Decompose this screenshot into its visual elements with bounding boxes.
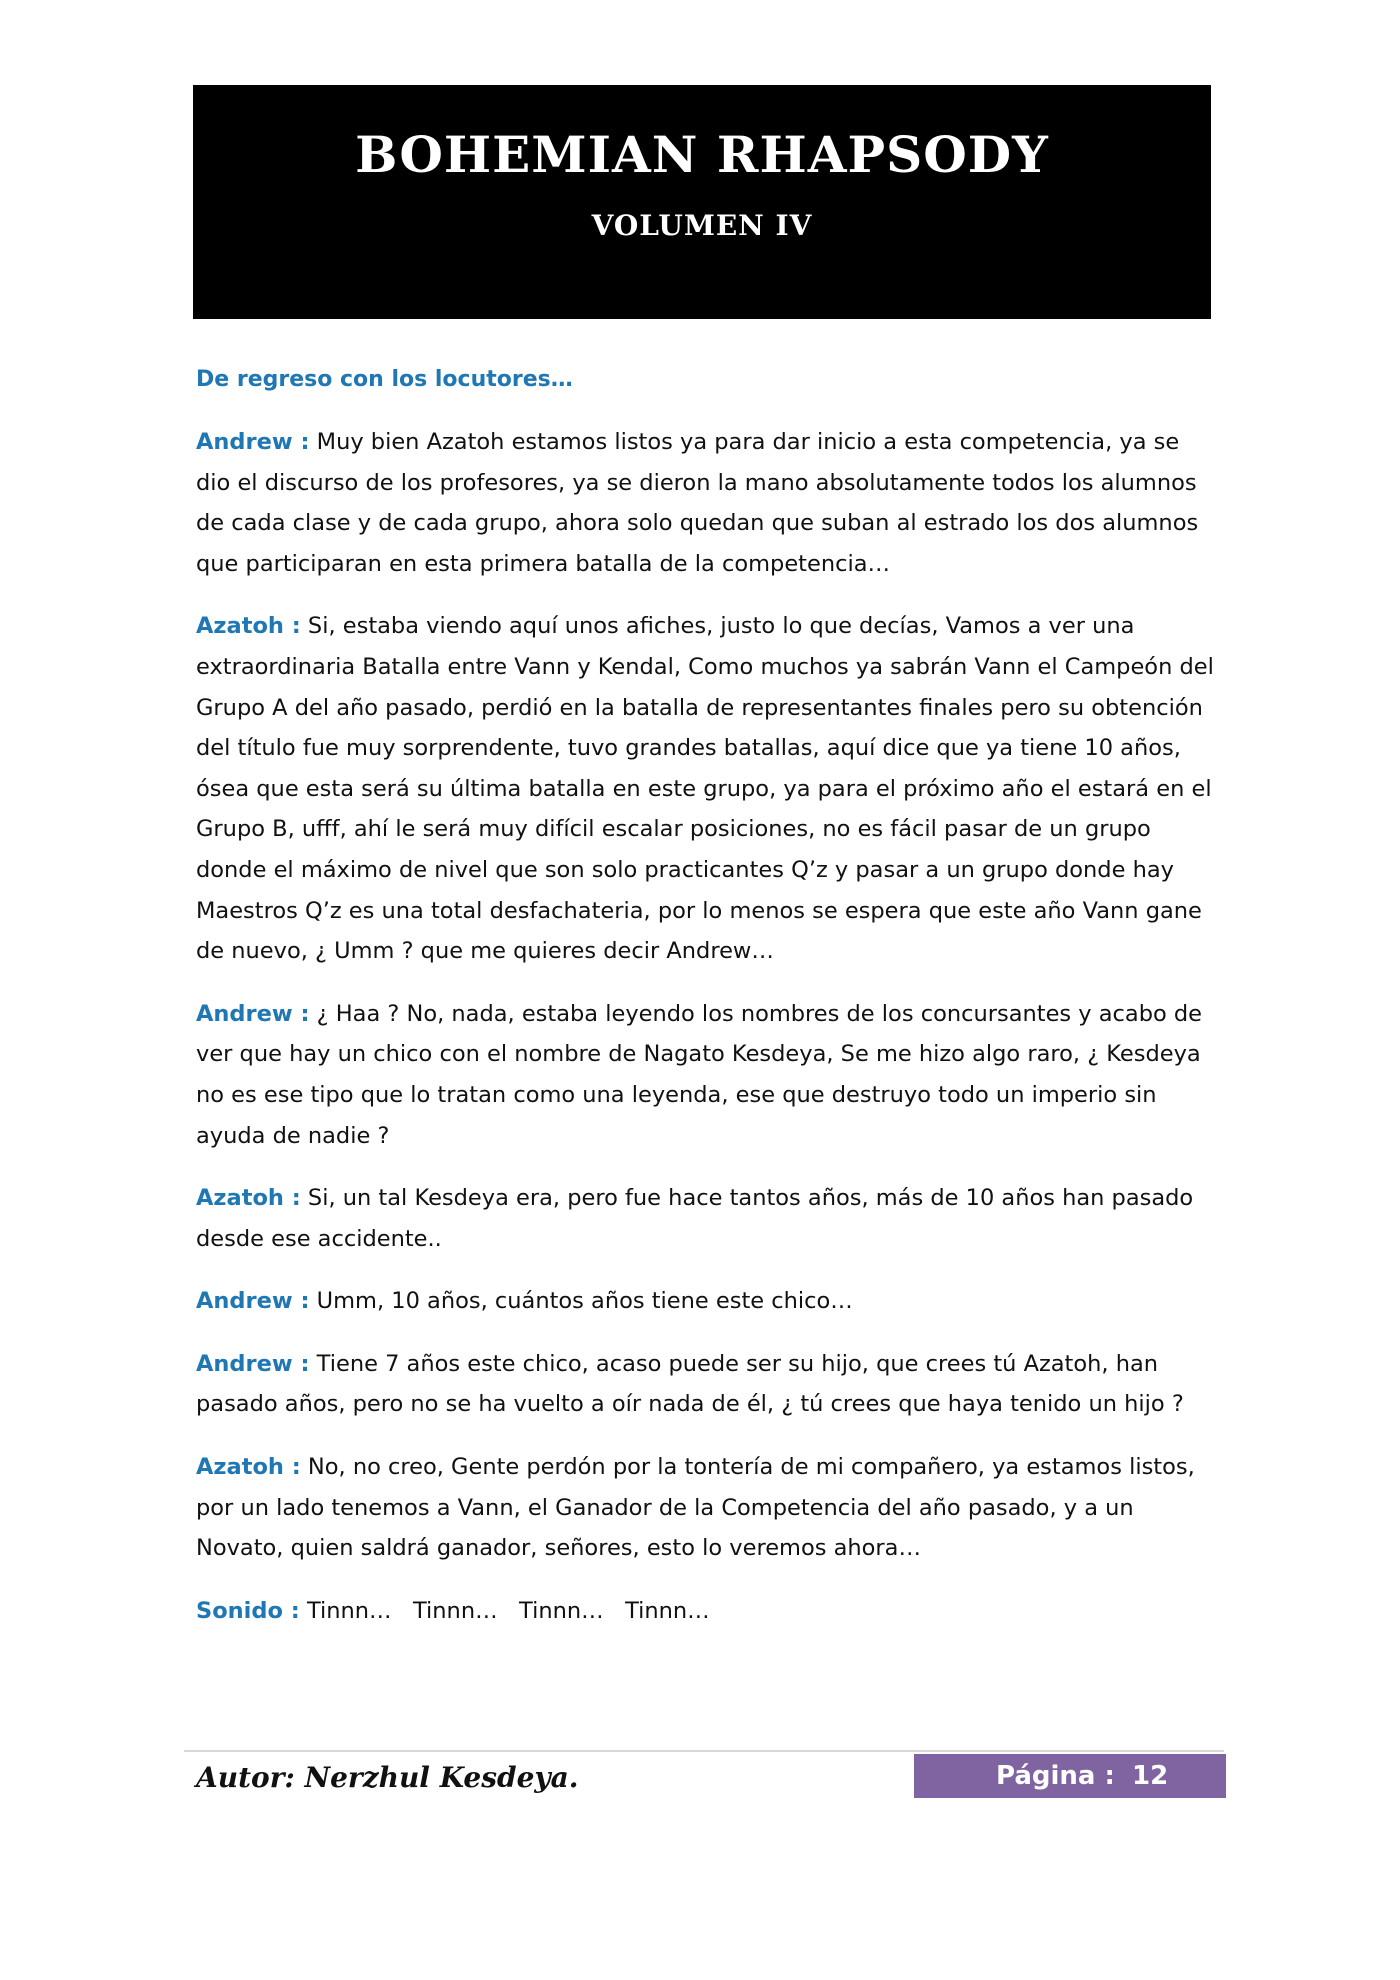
dialogue-text: ¿ Haa ? No, nada, estaba leyendo los nombres de los concursantes y acabo de ver que hay un chico con el nombre de Nagato Kesdeya, Se me hizo algo raro, ¿ Kesdeya no es ese tipo que lo tratan como una leyenda, ese que destruyo todo un imperio sin ayuda de nadie ? [196,1000,1203,1149]
speaker-label: Andrew : [196,1000,310,1027]
speaker-label: Andrew : [196,429,310,455]
dialogue-paragraph [196,422,1216,584]
document-header-banner [193,85,1211,319]
dialogue-text: Tinnn… Tinnn… Tinnn… Tinnn… [299,1597,710,1624]
dialogue-text: Muy bien Azatoh estamos listos ya para dar inicio a esta competencia, ya se dio el discurso de los profesores, ya se dieron la mano absolutamente todos los alumnos de cada clase y de cada grupo, ahora solo quedan que suban al estrado los dos alumnos que participaran en esta primera batalla de la competencia… [196,429,1199,577]
dialogue-text: No, no creo, Gente perdón por la tontería de mi compañero, ya estamos listos, por un lado tenemos a Vann, el Ganador de la Competencia del año pasado, y a un Novato, quien saldrá ganador, señores, esto lo veremos ahora… [196,1454,1195,1562]
dialogue-paragraph [196,1178,1216,1259]
speaker-label: Andrew : [196,1350,310,1377]
dialogue-paragraph [196,1281,1216,1322]
footer-divider [184,1750,1224,1752]
document-subtitle: VOLUMEN IV [591,209,813,242]
dialogue-paragraph [196,1447,1216,1569]
document-body [196,360,1216,1653]
page-number-badge [914,1754,1226,1798]
page-label: Página : [996,1761,1115,1791]
dialogue-paragraph [196,994,1216,1156]
document-title: BOHEMIAN RHAPSODY [355,125,1049,184]
dialogue-text: Si, un tal Kesdeya era, pero fue hace tantos años, más de 10 años han pasado desde ese accidente.. [196,1185,1194,1252]
dialogue-paragraph [196,606,1216,971]
speaker-label: Sonido : [196,1597,300,1624]
dialogue-text: Umm, 10 años, cuántos años tiene este chico… [309,1288,853,1315]
section-heading: De regreso con los locutores… [196,367,573,392]
speaker-label: Azatoh : [196,613,301,640]
dialogue-paragraph [196,1591,1216,1632]
speaker-label: Azatoh : [196,1185,301,1212]
speaker-label: Azatoh : [196,1454,301,1481]
speaker-label: Andrew : [196,1288,310,1315]
dialogue-text: Si, estaba viendo aquí unos afiches, justo lo que decías, Vamos a ver una extraordinaria Batalla entre Vann y Kendal, Como muchos ya sabrán Vann el Campeón del Grupo A del año pasado, perdió en la batalla de representantes finales pero su obtención del título fue muy sorprendente, tuvo grandes batallas, aquí dice que ya tiene 10 años, ósea que esta será su última batalla en este grupo, ya para el próximo año el estará en el Grupo B, ufff, ahí le será muy difícil escalar posiciones, no es fácil pasar de un grupo donde el máximo de nivel que son solo practicantes Q’z y pasar a un grupo donde hay Maestros Q’z es una total desfachateria, por lo menos se espera que este año Vann gane de nuevo, ¿ Umm ? que me quieres decir Andrew… [196,613,1214,965]
page-number: 12 [1132,1761,1169,1791]
dialogue-paragraph [196,1344,1216,1425]
footer-author: Autor: Nerzhul Kesdeya. [196,1761,579,1794]
dialogue-text: Tiene 7 años este chico, acaso puede ser su hijo, que crees tú Azatoh, han pasado años, pero no se ha vuelto a oír nada de él, ¿ tú crees que haya tenido un hijo ? [196,1350,1184,1418]
